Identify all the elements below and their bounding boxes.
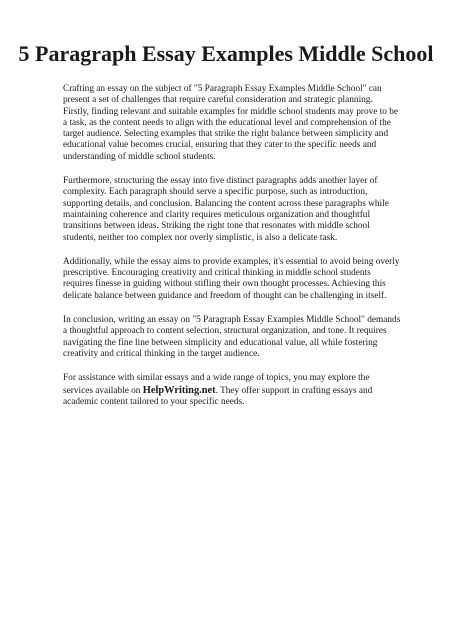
body-paragraph-1: Crafting an essay on the subject of "5 Paragraph Essay Examples Middle School" can present a set of challenges that require careful consideration and strategic planning. Firstly, finding relevant and suitable examples for middle school students may prove to be a task, as the content needs to align with the educational level and comprehension of the target audience. Selecting examples that strike the right balance between simplicity and educational value becomes crucial, ensuring that they cater to the specific needs and understanding of middle school students. bbox=[63, 84, 399, 162]
closing-paragraph bbox=[63, 373, 401, 408]
body-paragraph-2: Furthermore, structuring the essay into five distinct paragraphs adds another layer of complexity. Each paragraph should serve a specific purpose, such as introduction, supporting details, and conclusion. Balancing the content across these paragraphs while maintaining coherence and clarity requires meticulous organization and thoughtful transitions between ideas. Striking the right tone that resonates with middle school students, neither too complex nor overly simplistic, is also a delicate task. bbox=[63, 176, 389, 243]
closing-text-before-link: For assistance with similar essays and a wide range of topics, you may explore the services available on bbox=[63, 373, 370, 396]
body-paragraph-4: In conclusion, writing an essay on "5 Paragraph Essay Examples Middle School" demands a thoughtful approach to content selection, structural organization, and tone. It requires navigating the fine line between simplicity and educational value, all while fostering creativity and critical thinking in the target audience. bbox=[63, 315, 401, 359]
helpwriting-link[interactable]: HelpWriting.net bbox=[142, 384, 216, 396]
body-paragraph-3: Additionally, while the essay aims to provide examples, it's essential to avoid being overly prescriptive. Encouraging creativity and critical thinking in middle school students requires finesse in guiding without stifling their own thought processes. Achieving this delicate balance between guidance and freedom of thought can be challenging in itself. bbox=[63, 256, 400, 301]
document-body bbox=[63, 84, 401, 421]
document-title: 5 Paragraph Essay Examples Middle School bbox=[18, 41, 434, 66]
closing-text-after-link: . They offer support in crafting essays and academic content tailored to your specific needs. bbox=[63, 385, 373, 407]
